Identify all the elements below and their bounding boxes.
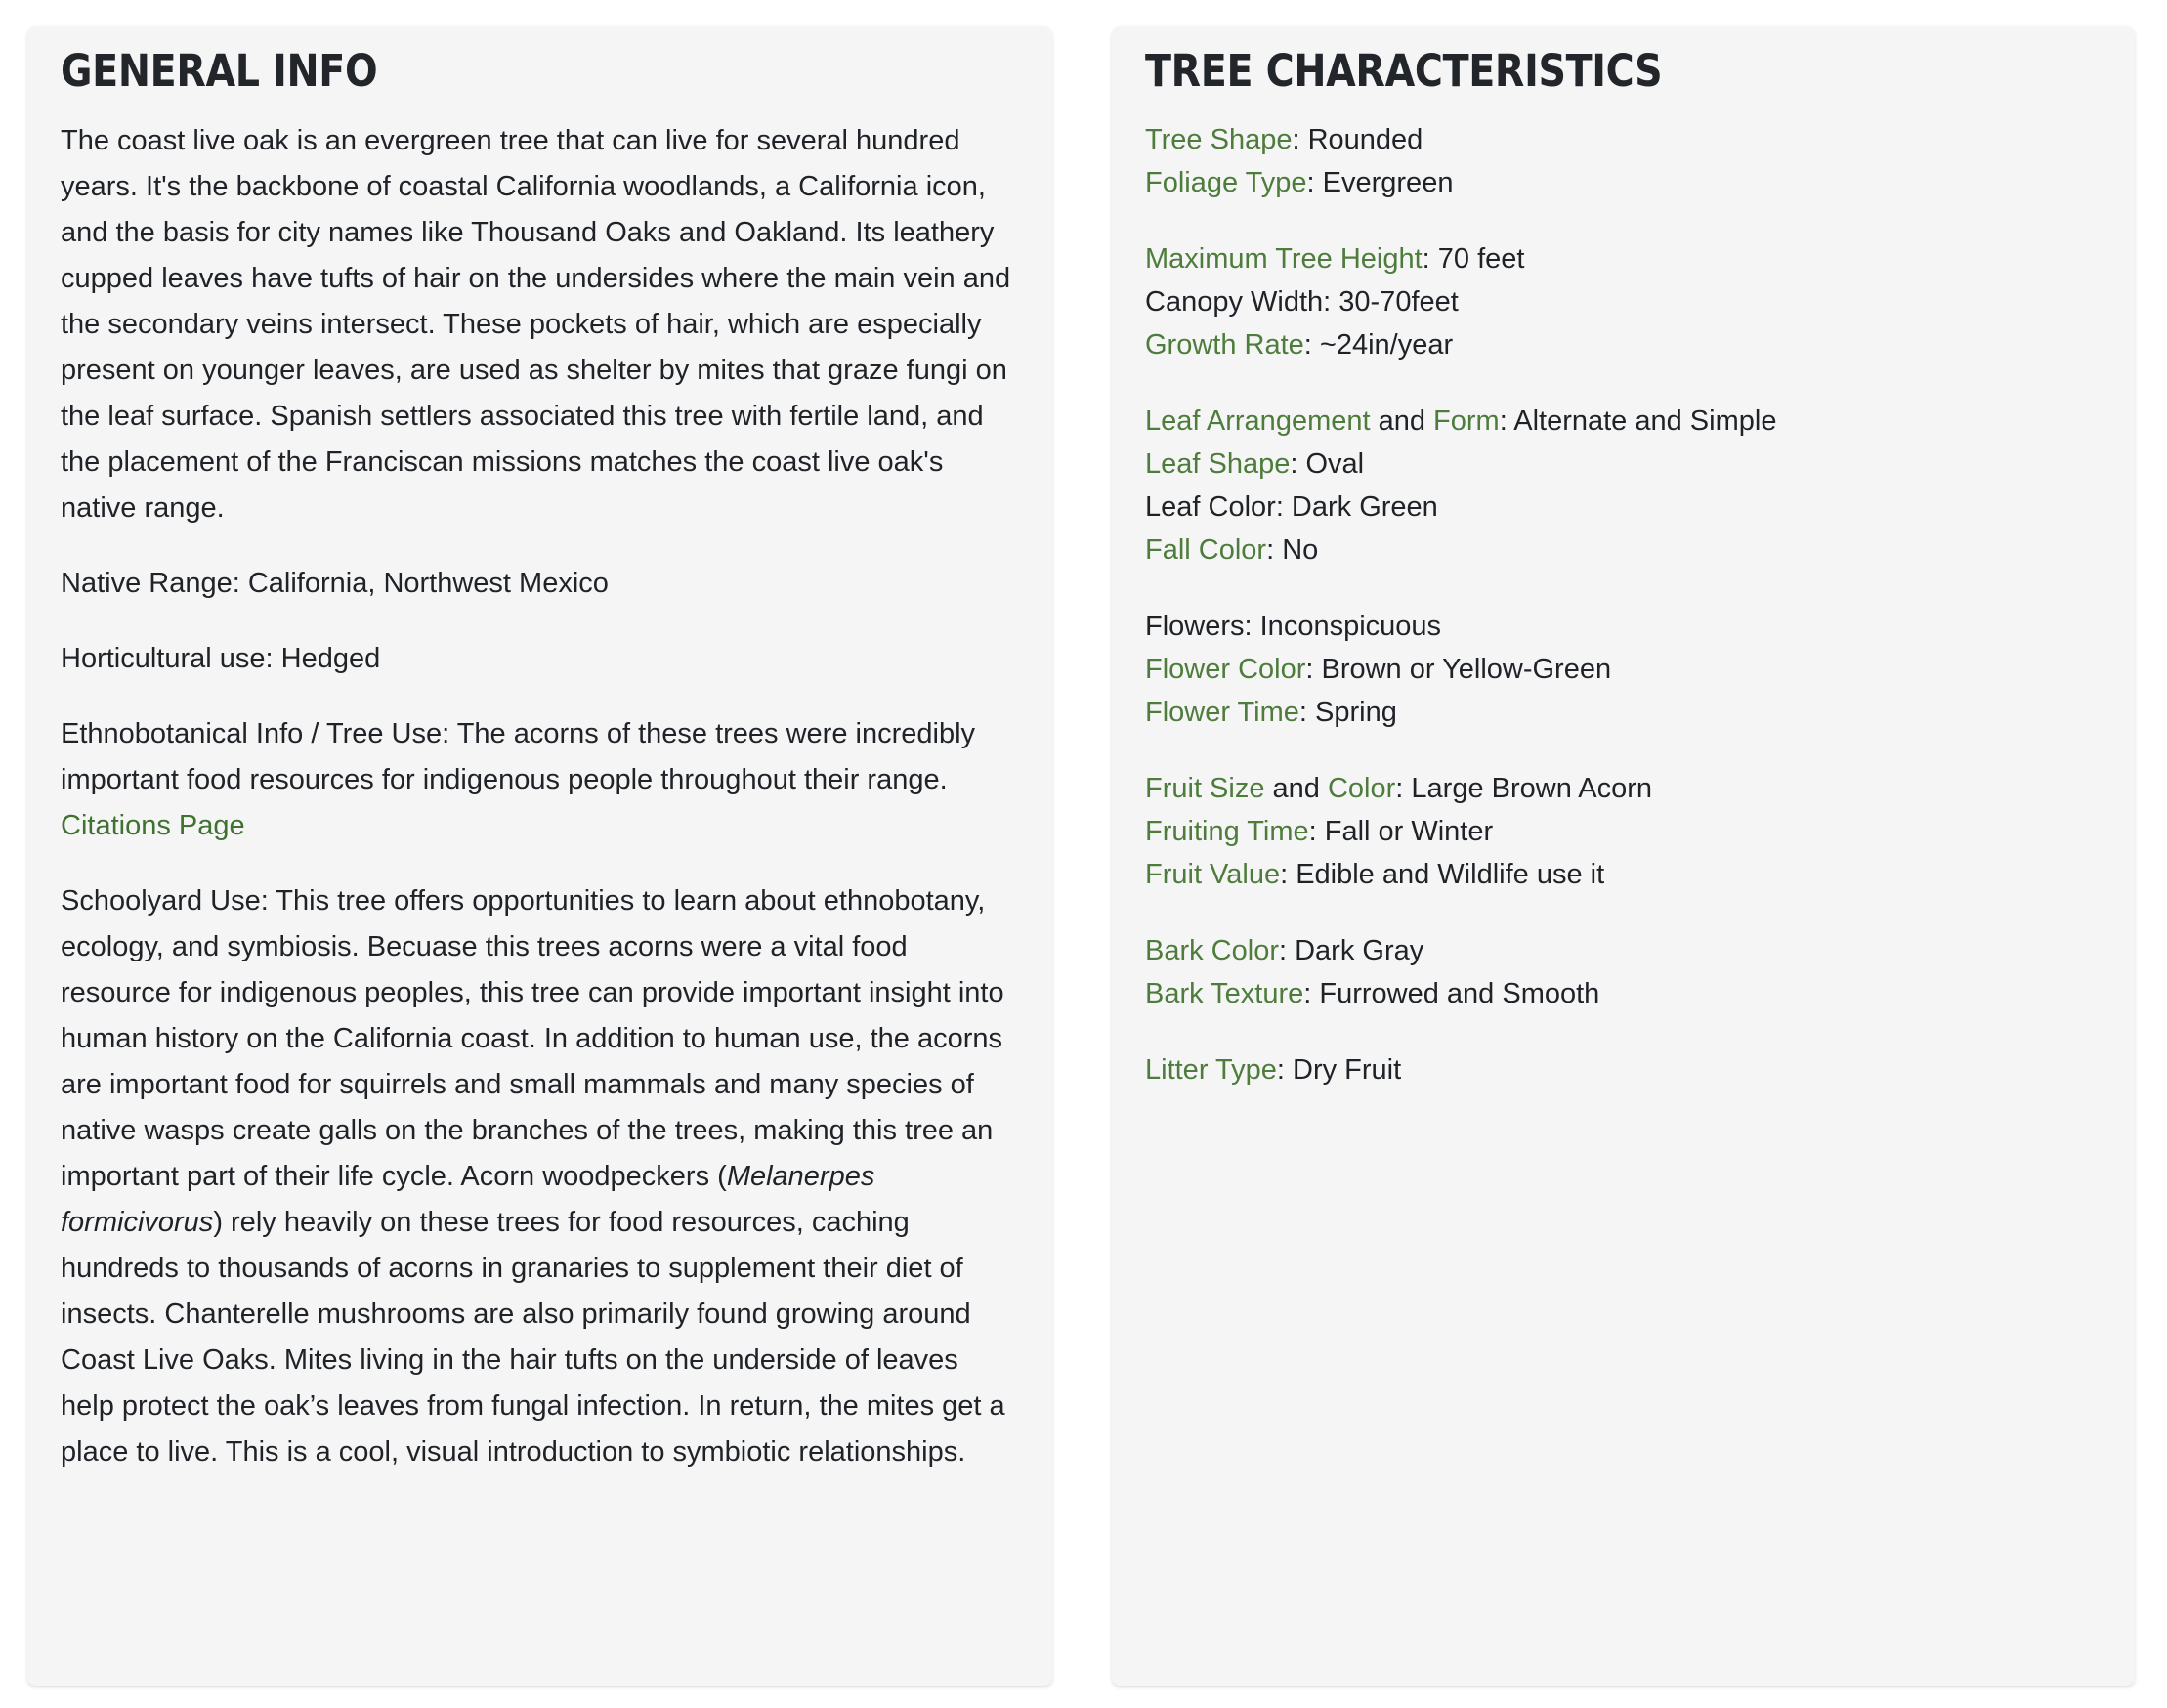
text-run: The coast live oak is an evergreen tree that can live for several hundred years. It's the backbone of coastal California woodlands, a California icon, and the basis for city names like Thousand Oaks and Oakland. Its leathery cupped leaves have tufts of hair on the undersides where the main vein and the secondary veins intersect. These pockets of hair, which are especially present on younger leaves, are used as shelter by mites that graze fungi on the leaf surface. Spanish settlers associated this tree with fertile land, and the placement of the Franciscan missions matches the coast live oak's native range. — [61, 124, 1011, 524]
spec-value-bark-color: : Dark Gray — [1279, 934, 1424, 966]
spec-value-litter-type: : Dry Fruit — [1276, 1053, 1402, 1086]
spec-group-form-group — [1145, 118, 2102, 204]
spec-label-canopy-width-0: Canopy Width — [1145, 285, 1324, 318]
spec-value-maximum-tree-height: : 70 feet — [1422, 242, 1525, 275]
spec-value-leaf-arrangement-and-form: : Alternate and Simple — [1499, 405, 1777, 437]
paragraph-schoolyard-use — [61, 878, 1019, 1475]
paragraph-horticultural-use — [61, 636, 1019, 682]
text-run: Ethnobotanical Info / Tree Use: The acorns of these trees were incredibly important food resources for indigenous people throughout their range. — [61, 717, 976, 795]
text-run: Horticultural use: Hedged — [61, 642, 381, 674]
spec-value-fruiting-time: : Fall or Winter — [1308, 815, 1494, 847]
spec-label-link-leaf-shape-0[interactable]: Leaf Shape — [1145, 448, 1291, 480]
spec-label-link-bark-color-0[interactable]: Bark Color — [1145, 934, 1279, 966]
spec-line-flower-color — [1145, 648, 2102, 691]
spec-line-flower-time — [1145, 691, 2102, 734]
text-run: Native Range: California, Northwest Mexico — [61, 567, 609, 599]
spec-value-leaf-shape: : Oval — [1290, 448, 1365, 480]
paragraph-native-range — [61, 561, 1019, 607]
tree-characteristics-title: TREE CHARACTERISTICS — [1145, 45, 1663, 97]
spec-line-tree-shape — [1145, 118, 2102, 161]
spec-line-bark-color — [1145, 929, 2102, 972]
text-run: ) rely heavily on these trees for food resources, caching hundreds to thousands of acorns in granaries to supplement their diet of insects. Chanterelle mushrooms are also primarily found growing around Coast Live Oaks. Mites living in the hair tufts on the underside of leaves help protect the oak’s leaves from fungal infection. In return, the mites get a place to live. This is a cool, visual introduction to symbiotic relationships. — [61, 1206, 1005, 1468]
spec-line-leaf-arrangement-and-form — [1145, 400, 2102, 443]
spec-label-link-fruit-value-0[interactable]: Fruit Value — [1145, 858, 1281, 890]
spec-group-leaf-group — [1145, 400, 2102, 572]
spec-value-canopy-width: : 30-70feet — [1323, 285, 1459, 318]
spec-value-flowers: : Inconspicuous — [1244, 610, 1442, 642]
spec-label-link-fruiting-time-0[interactable]: Fruiting Time — [1145, 815, 1309, 847]
spec-line-leaf-shape — [1145, 443, 2102, 486]
spec-label-link-growth-rate-0[interactable]: Growth Rate — [1145, 328, 1304, 361]
spec-group-bark-group — [1145, 929, 2102, 1015]
spec-label-leaf-color-0: Leaf Color — [1145, 491, 1276, 523]
spec-label-link-flower-color-0[interactable]: Flower Color — [1145, 653, 1306, 685]
spec-line-flowers — [1145, 605, 2102, 648]
spec-label-link-litter-type-0[interactable]: Litter Type — [1145, 1053, 1277, 1086]
spec-label-link-foliage-type-0[interactable]: Foliage Type — [1145, 166, 1307, 198]
spec-label-link-fruit-size-and-color-2[interactable]: Color — [1327, 772, 1396, 804]
spec-value-fruit-size-and-color: : Large Brown Acorn — [1395, 772, 1653, 804]
spec-line-leaf-color — [1145, 486, 2102, 529]
spec-group-fruit-group — [1145, 767, 2102, 896]
spec-value-growth-rate: : ~24in/year — [1303, 328, 1454, 361]
paragraph-intro — [61, 118, 1019, 532]
spec-line-litter-type — [1145, 1048, 2102, 1091]
general-info-title: GENERAL INFO — [61, 45, 378, 97]
spec-line-maximum-tree-height — [1145, 237, 2102, 280]
spec-label-leaf-arrangement-and-form-1: and — [1370, 405, 1434, 437]
spec-label-fruit-size-and-color-1: and — [1264, 772, 1328, 804]
spec-line-fruit-value — [1145, 853, 2102, 896]
paragraph-ethnobotanical-info — [61, 711, 1019, 849]
spec-label-link-bark-texture-0[interactable]: Bark Texture — [1145, 977, 1304, 1009]
spec-line-growth-rate — [1145, 323, 2102, 366]
spec-value-fruit-value: : Edible and Wildlife use it — [1280, 858, 1605, 890]
spec-label-flowers-0: Flowers — [1145, 610, 1245, 642]
general-info-card — [27, 26, 1052, 1686]
spec-line-fruiting-time — [1145, 810, 2102, 853]
spec-label-link-flower-time-0[interactable]: Flower Time — [1145, 696, 1299, 728]
spec-line-fruit-size-and-color — [1145, 767, 2102, 810]
general-info-body — [61, 118, 1019, 1475]
spec-value-bark-texture: : Furrowed and Smooth — [1303, 977, 1600, 1009]
spec-label-link-leaf-arrangement-and-form-2[interactable]: Form — [1433, 405, 1500, 437]
spec-value-flower-color: : Brown or Yellow-Green — [1305, 653, 1612, 685]
spec-value-flower-time: : Spring — [1298, 696, 1397, 728]
spec-value-fall-color: : No — [1266, 534, 1319, 566]
spec-group-litter-group — [1145, 1048, 2102, 1091]
spec-value-tree-shape: : Rounded — [1292, 123, 1423, 155]
text-run: Schoolyard Use: This tree offers opportunities to learn about ethnobotany, ecology, and symbiosis. Becuase this trees acorns were a vital food resource for indigenous peoples, this tree can provide important insight into human history on the California coast. In addition to human use, the acorns are important food for squirrels and small mammals and many species of native wasps create galls on the branches of the trees, making this tree an important part of their life cycle. Acorn woodpeckers ( — [61, 884, 1004, 1192]
spec-label-link-fall-color-0[interactable]: Fall Color — [1145, 534, 1267, 566]
spec-line-bark-texture — [1145, 972, 2102, 1015]
spec-label-link-leaf-arrangement-and-form-0[interactable]: Leaf Arrangement — [1145, 405, 1371, 437]
spec-value-leaf-color: : Dark Green — [1275, 491, 1438, 523]
tree-characteristics-card — [1112, 26, 2135, 1686]
spec-group-flower-group — [1145, 605, 2102, 734]
spec-label-link-maximum-tree-height-0[interactable]: Maximum Tree Height — [1145, 242, 1423, 275]
spec-label-link-fruit-size-and-color-0[interactable]: Fruit Size — [1145, 772, 1265, 804]
citations-page-link[interactable]: Citations Page — [61, 809, 245, 841]
spec-line-fall-color — [1145, 529, 2102, 572]
spec-line-foliage-type — [1145, 161, 2102, 204]
tree-characteristics-body — [1145, 118, 2102, 1091]
spec-group-size-group — [1145, 237, 2102, 366]
spec-value-foliage-type: : Evergreen — [1306, 166, 1454, 198]
spec-label-link-tree-shape-0[interactable]: Tree Shape — [1145, 123, 1293, 155]
spec-line-canopy-width — [1145, 280, 2102, 323]
scientific-name: Melanerpes formicivorus — [61, 1160, 875, 1238]
